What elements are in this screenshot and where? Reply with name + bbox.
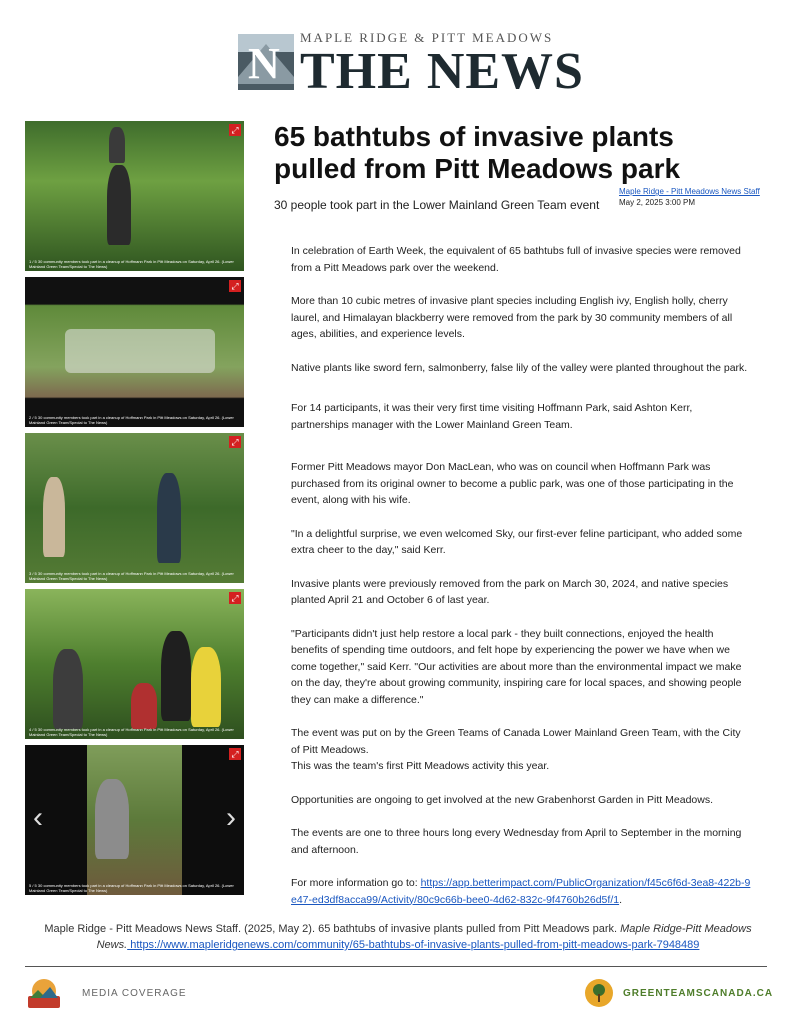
photo-caption: 5 / 5 30 community members took part in a cleanup of Hoffmann Park in Pitt Meadows on Saturday, April 26. (Lower Mainland Green Team/Special to The News) <box>29 883 234 893</box>
expand-icon[interactable]: ⤢ <box>229 436 241 448</box>
gallery-photo[interactable] <box>25 589 244 739</box>
green-team-logo-icon <box>24 978 64 1010</box>
gallery-photo[interactable] <box>25 121 244 271</box>
photo-caption: 3 / 5 30 community members took part in a cleanup of Hoffmann Park in Pitt Meadows on Saturday, April 26. (Lower Mainland Green Team/Special to The News) <box>29 571 234 581</box>
paragraph: Native plants like sword fern, salmonberry, false lily of the valley were planted throughout the park. <box>291 361 748 374</box>
masthead <box>238 30 584 100</box>
more-info <box>291 875 751 908</box>
paragraph: For 14 participants, it was their very first time visiting Hoffmann Park, said Ashton Kerr, partnerships manager with the Lower Mainland Green Team. <box>291 402 693 431</box>
publish-date: May 2, 2025 3:00 PM <box>619 198 696 207</box>
masthead-title: THE NEWS <box>300 43 584 100</box>
gallery-photo[interactable] <box>25 277 244 427</box>
photo-caption: 2 / 5 30 community members took part in a cleanup of Hoffmann Park in Pitt Meadows on Saturday, April 26. (Lower Mainland Green Team/Special to The News) <box>29 415 234 425</box>
more-info-link[interactable]: https://app.betterimpact.com/PublicOrganization/f45c6f6d-3ea8-422b-9e47-ed3df8acca99/Activity/80c9c66b-bee0-4d62-832c-9f4760b26d5f/1 <box>291 877 751 906</box>
paragraph <box>291 725 751 758</box>
more-info-prefix: For more information go to: <box>291 877 421 889</box>
paragraph: "Participants didn't just help restore a local park - they built connections, enjoyed the health benefits of spending time outdoors, and felt hope by experiencing the power we have when we come together," said Kerr. "Our activities are about more than the environmental impact we make on the day, they're about growing community, inspiring care for local spaces, and showing people they can make a difference." <box>291 627 742 706</box>
gallery-photo[interactable] <box>25 433 244 583</box>
masthead-subtitle: MAPLE RIDGE & PITT MEADOWS <box>300 30 554 45</box>
paragraph: Former Pitt Meadows mayor Don MacLean, who was on council when Hoffmann Park was purchased from its original owner to become a public park, was one of those participating in the event, along with his wife. <box>291 461 734 506</box>
photo-gallery <box>25 121 244 901</box>
citation-source: Maple Ridge-Pitt Meadows News. <box>96 923 752 951</box>
more-info-suffix: . <box>619 893 622 906</box>
article-subhead: 30 people took part in the Lower Mainland Green Team event <box>274 198 600 212</box>
photo-caption: 4 / 5 30 community members took part in a cleanup of Hoffmann Park in Pitt Meadows on Saturday, April 26. (Lower Mainland Green Team/Special to The News) <box>29 727 234 737</box>
media-coverage-label: MEDIA COVERAGE <box>82 988 187 999</box>
green-teams-seal-icon <box>585 979 613 1007</box>
article-headline: 65 bathtubs of invasive plants pulled from Pitt Meadows park <box>274 121 681 184</box>
expand-icon[interactable]: ⤢ <box>229 748 241 760</box>
footer-right <box>585 978 775 1010</box>
expand-icon[interactable]: ⤢ <box>229 280 241 292</box>
logo-letter: N <box>248 39 280 88</box>
paragraph-text: The event was put on by the Green Teams of Canada Lower Mainland Green Team, with the City of Pitt Meadows. <box>291 727 741 756</box>
paragraph: Opportunities are ongoing to get involved at the new Grabenhorst Garden in Pitt Meadows. <box>291 793 713 806</box>
paragraph: This was the team's first Pitt Meadows activity this year. <box>291 760 550 772</box>
byline <box>619 186 760 208</box>
article-body <box>291 243 751 925</box>
citation-url[interactable]: https://www.mapleridgenews.com/community/65-bathtubs-of-invasive-plants-pulled-from-pitt-meadows-park-7948489 <box>127 939 700 951</box>
expand-icon[interactable]: ⤢ <box>229 124 241 136</box>
footer-divider <box>25 966 767 967</box>
citation <box>28 921 768 953</box>
gallery-photo[interactable] <box>25 745 244 895</box>
paragraph: "In a delightful surprise, we even welcomed Sky, our first-ever feline participant, who added some extra cheer to the day," said Kerr. <box>291 527 743 556</box>
chevron-left-icon[interactable]: ‹ <box>33 801 43 834</box>
expand-icon[interactable]: ⤢ <box>229 592 241 604</box>
newspaper-logo <box>238 34 294 90</box>
chevron-right-icon[interactable]: › <box>226 801 236 834</box>
paragraph: In celebration of Earth Week, the equivalent of 65 bathtubs full of invasive species were removed from a Pitt Meadows park over the weekend. <box>291 245 741 274</box>
paragraph: The events are one to three hours long every Wednesday from April to September in the morning and afternoon. <box>291 827 742 856</box>
photo-caption: 1 / 5 30 community members took part in a cleanup of Hoffmann Park in Pitt Meadows on Saturday, April 26. (Lower Mainland Green Team/Special to The News) <box>29 259 234 269</box>
paragraph: More than 10 cubic metres of invasive plant species including English ivy, English holly, cherry laurel, and Himalayan blackberry were removed from the park by 30 community members of all ages, abilities, and experience levels. <box>291 295 733 340</box>
author-link[interactable]: Maple Ridge - Pitt Meadows News Staff <box>619 187 760 196</box>
paragraph: Invasive plants were previously removed from the park on March 30, 2024, and native species planted April 21 and October 6 of last year. <box>291 577 729 606</box>
citation-text: Maple Ridge - Pitt Meadows News Staff. (2025, May 2). 65 bathtubs of invasive plants pulled from Pitt Meadows park. <box>44 923 621 935</box>
website-label[interactable]: GREENTEAMSCANADA.CA <box>623 988 774 999</box>
